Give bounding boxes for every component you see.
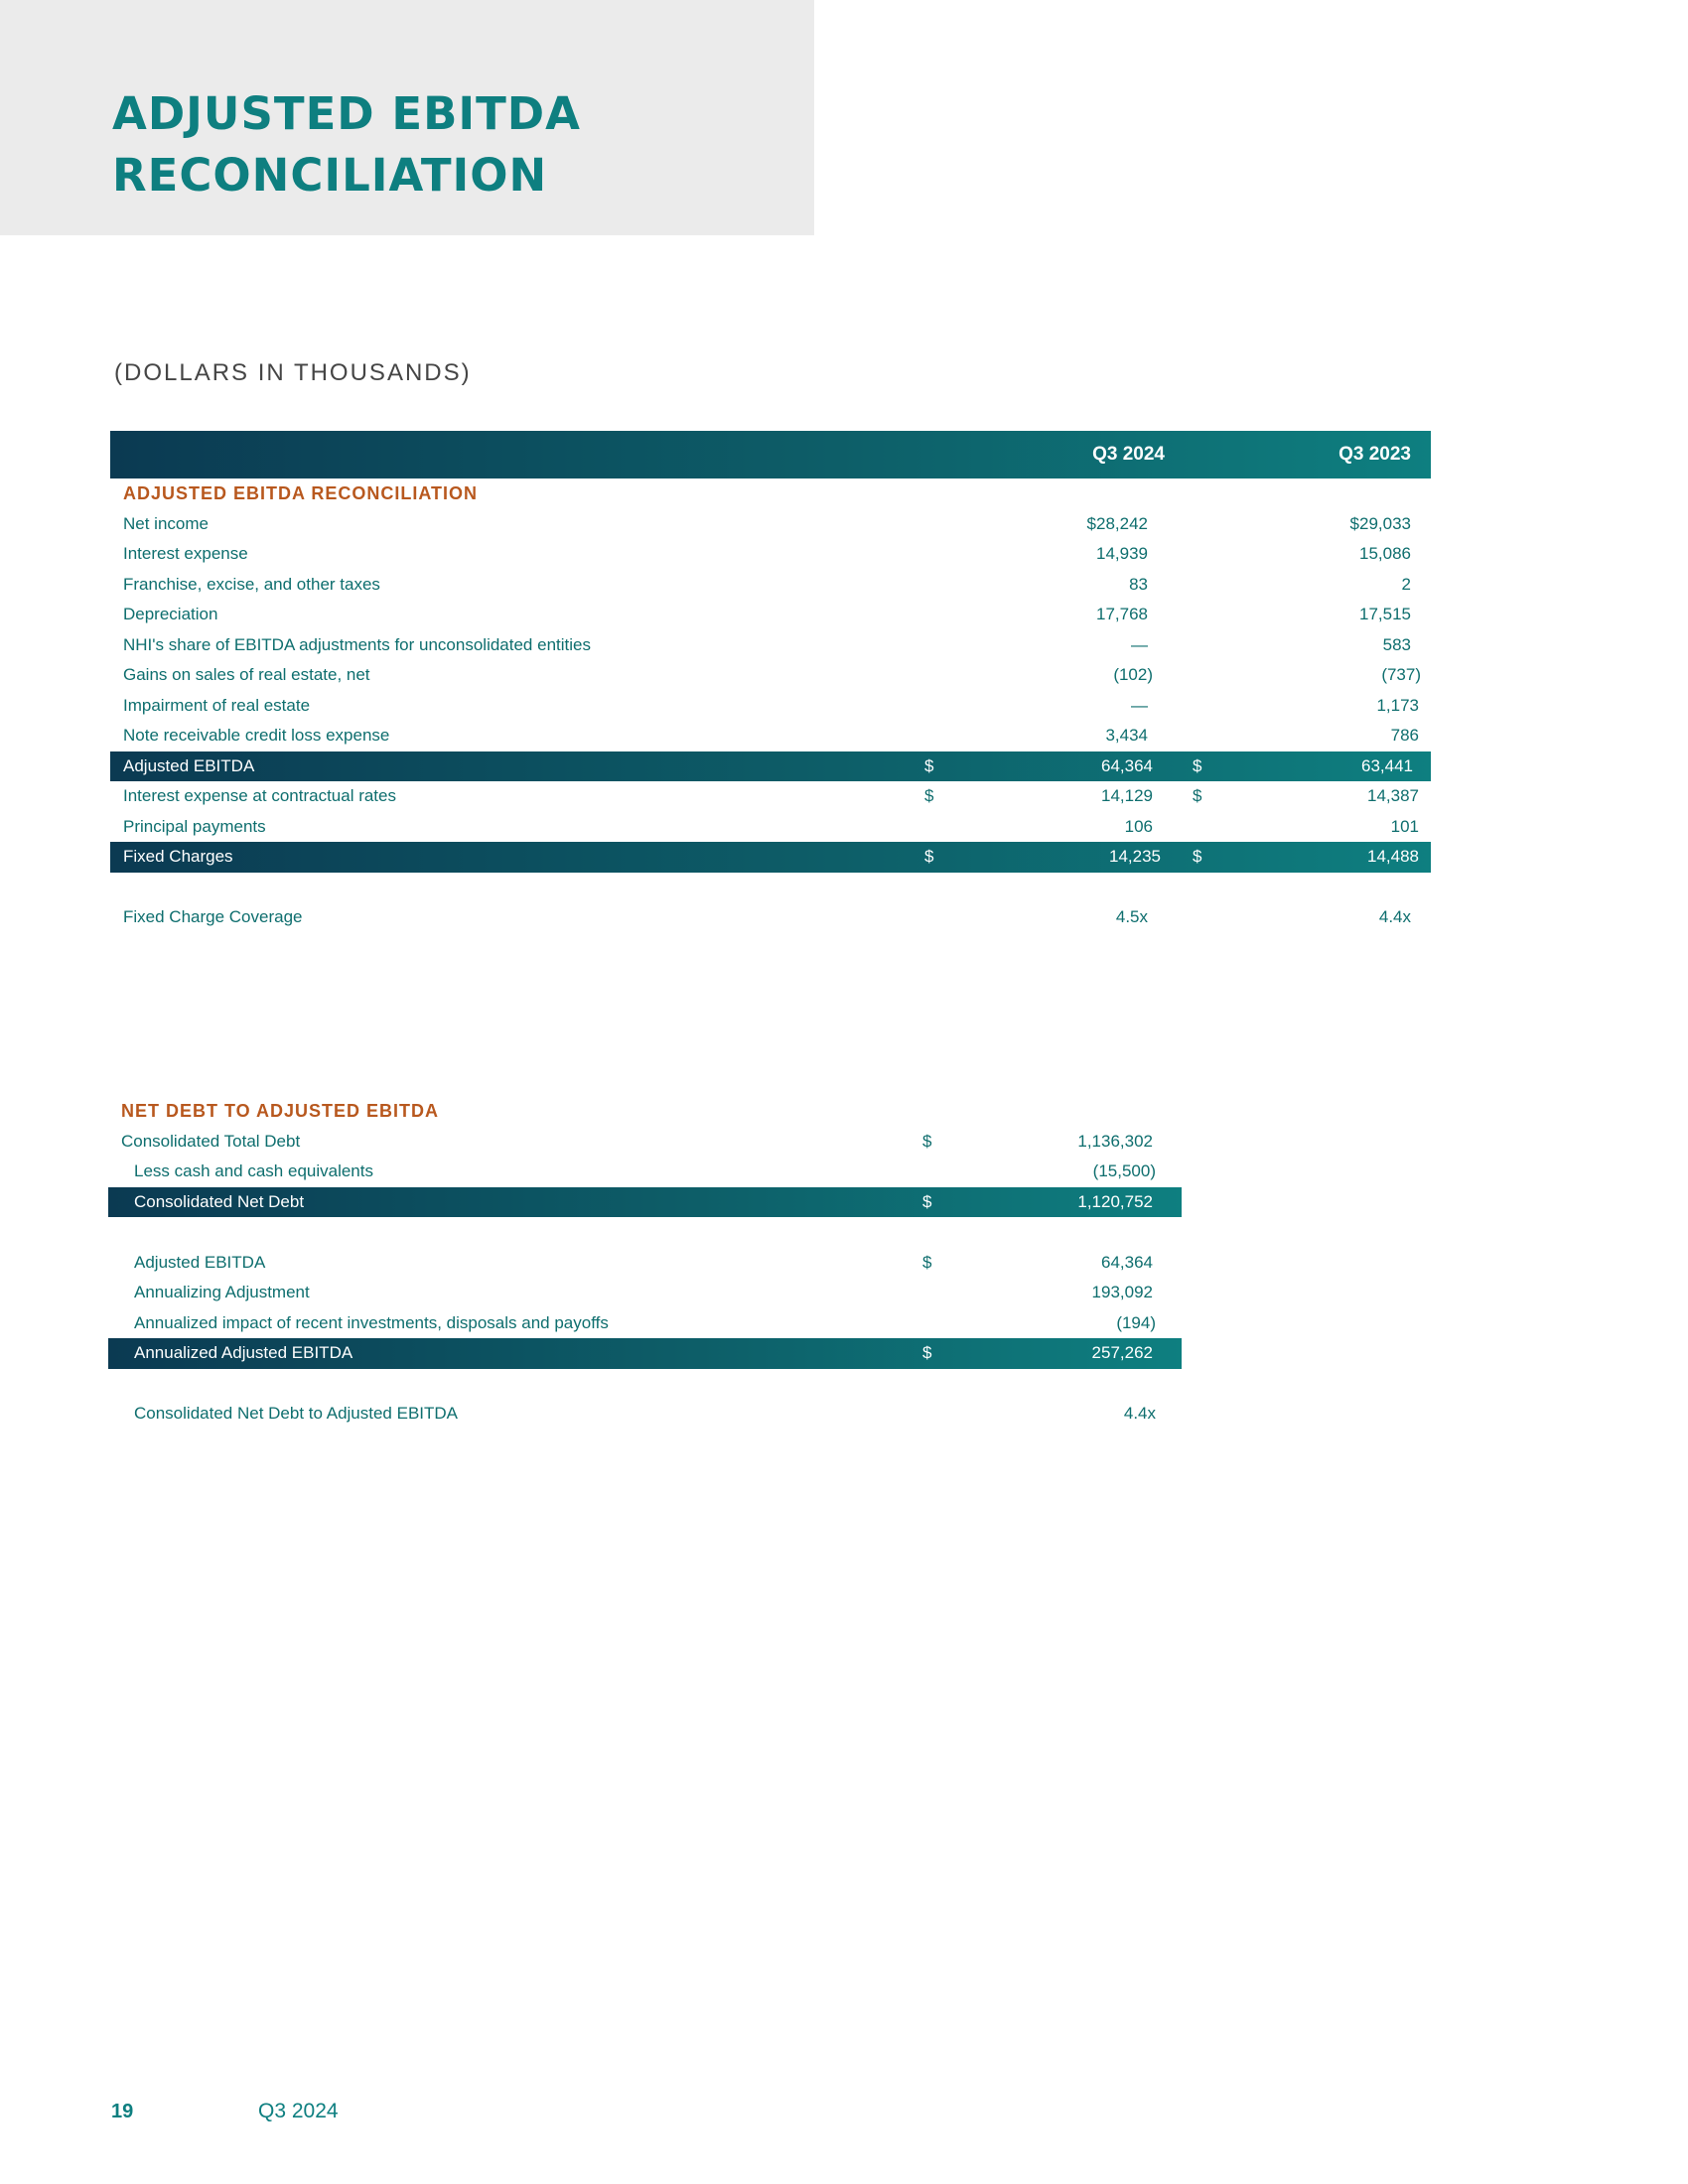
page-title-line1: ADJUSTED EBITDA [112,87,581,140]
row-value: 4.4x [1123,1404,1156,1423]
currency-symbol: $ [922,1343,932,1362]
table-row [108,1308,1182,1339]
row-label: Fixed Charges [123,847,233,866]
table-row [110,660,1431,691]
table-row [110,721,1431,751]
table-row-total [108,1187,1182,1218]
value-q3-2024: 14,129 [1101,786,1153,805]
value-q3-2024: 14,939 [1096,544,1148,563]
value-q3-2024: 83 [1129,574,1148,594]
value-q3-2023: 17,515 [1359,605,1411,623]
column-header-q3-2023: Q3 2023 [1338,444,1411,465]
table-row [108,1278,1182,1308]
currency-symbol: $ [924,847,934,866]
table-row [110,812,1431,843]
row-value: 1,136,302 [1077,1131,1153,1151]
row-label: Interest expense at contractual rates [123,786,396,805]
row-label: Impairment of real estate [123,695,311,715]
currency-symbol: $ [924,755,934,775]
table-row-total [110,751,1431,782]
row-label: Adjusted EBITDA [123,755,255,775]
currency-symbol: $ [924,786,934,805]
row-value: (194) [1116,1312,1156,1332]
table-row [108,1248,1182,1279]
table-row [108,1157,1182,1187]
row-label: Consolidated Net Debt to Adjusted EBITDA [134,1404,459,1423]
section-heading [108,1096,1182,1127]
value-q3-2023: 2 [1401,574,1411,594]
currency-symbol: $ [1193,786,1202,805]
table-row-total [110,842,1431,873]
currency-symbol: $ [1193,847,1202,866]
table-row [110,570,1431,601]
table-row [110,902,1431,933]
row-label: Note receivable credit loss expense [123,726,390,745]
table-row [110,539,1431,570]
column-header-q3-2024: Q3 2024 [1092,444,1165,465]
value-q3-2023: $29,033 [1349,513,1411,533]
currency-symbol: $ [922,1191,932,1211]
currency-symbol: $ [1193,755,1202,775]
value-q3-2023: 14,387 [1367,786,1419,805]
row-label: Gains on sales of real estate, net [123,665,370,684]
row-value: 1,120,752 [1077,1191,1153,1211]
value-q3-2023: 15,086 [1359,544,1411,563]
row-label: Adjusted EBITDA [134,1252,266,1272]
ebitda-reconciliation-table [110,431,1431,933]
value-q3-2024: — [1131,695,1148,715]
table-row [110,691,1431,722]
currency-symbol: $ [922,1131,932,1151]
value-q3-2024: 17,768 [1096,605,1148,623]
row-label: Franchise, excise, and other taxes [123,574,380,594]
page-title-line2: RECONCILIATION [112,149,548,202]
table-row [110,600,1431,630]
table-row [110,781,1431,812]
page-title [112,83,807,206]
page-number: 19 [111,2101,134,2122]
value-q3-2024: 3,434 [1105,726,1148,745]
value-q3-2023: 63,441 [1361,755,1413,775]
value-q3-2024: 106 [1124,816,1153,836]
section-heading-label: NET DEBT TO ADJUSTED EBITDA [121,1101,440,1121]
section-heading-label: ADJUSTED EBITDA RECONCILIATION [123,483,479,503]
row-label: Fixed Charge Coverage [123,907,303,926]
value-q3-2023: 4.4x [1378,907,1411,926]
currency-symbol: $ [922,1252,932,1272]
table-row-total [108,1338,1182,1369]
value-q3-2023: 14,488 [1367,847,1419,866]
value-q3-2023: 786 [1390,726,1419,745]
value-q3-2024: 14,235 [1109,847,1161,866]
row-value: 257,262 [1091,1343,1153,1362]
row-label: Less cash and cash equivalents [134,1161,373,1180]
row-value: (15,500) [1092,1161,1156,1180]
value-q3-2023: (737) [1381,665,1421,684]
table-row [108,1127,1182,1158]
row-label: Annualized impact of recent investments, disposals and payoffs [134,1312,609,1332]
value-q3-2024: $28,242 [1086,513,1148,533]
value-q3-2023: 101 [1390,816,1419,836]
row-label: Annualized Adjusted EBITDA [134,1343,353,1362]
footer-period: Q3 2024 [258,2100,339,2122]
table-header [110,431,1431,478]
row-label: Principal payments [123,816,266,836]
row-label: Annualizing Adjustment [134,1283,310,1301]
value-q3-2024: 4.5x [1115,907,1148,926]
table-row [110,630,1431,661]
row-label: Depreciation [123,605,218,623]
row-label: Consolidated Net Debt [134,1191,305,1211]
value-q3-2024: 64,364 [1101,755,1153,775]
row-label: Consolidated Total Debt [121,1131,301,1151]
table-row [110,509,1431,540]
row-label: NHI's share of EBITDA adjustments for unconsolidated entities [123,634,591,654]
row-value: 193,092 [1091,1283,1153,1301]
value-q3-2024: — [1131,634,1148,654]
value-q3-2023: 583 [1382,634,1411,654]
units-subtitle: (DOLLARS IN THOUSANDS) [114,359,472,386]
table-row [108,1399,1182,1430]
row-value: 64,364 [1101,1252,1153,1272]
row-label: Interest expense [123,544,248,563]
net-debt-table [108,1096,1182,1430]
value-q3-2024: (102) [1113,665,1153,684]
value-q3-2023: 1,173 [1376,695,1419,715]
section-heading [110,478,1431,509]
row-label: Net income [123,513,209,533]
